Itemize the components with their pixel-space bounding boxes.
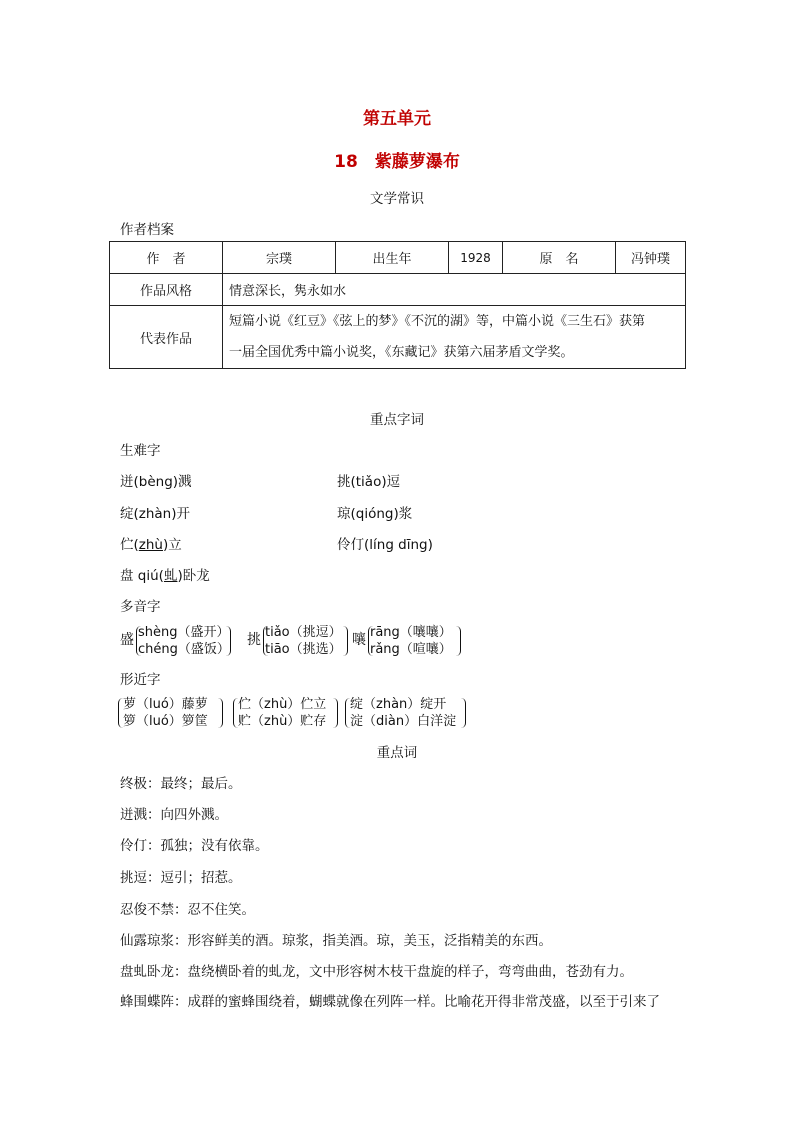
author-label-cell: 作 者 — [110, 242, 223, 274]
table-row — [110, 274, 686, 306]
similar-line: 绽（zhàn）绽开 — [350, 697, 447, 712]
text-part: )立 — [162, 537, 182, 553]
table-row — [110, 306, 686, 369]
brace-right — [226, 626, 231, 656]
reading-line: rǎng（喧嚷） — [370, 642, 452, 657]
definition-item: 忍俊不禁：忍不住笑。 — [120, 902, 255, 918]
definition-item: 盘虬卧龙：盘绕横卧着的虬龙，文中形容树木枝干盘旋的样子，弯弯曲曲，苍劲有力。 — [120, 964, 633, 980]
similar-label: 形近字 — [120, 672, 161, 688]
head-char: 挑 — [247, 632, 261, 648]
underlined-char: 虬 — [163, 568, 178, 584]
brace-right — [461, 698, 466, 728]
underlined-pinyin: zhù — [138, 537, 163, 553]
lesson-title: 18 紫藤萝瀑布 — [334, 152, 460, 172]
text-part: 盘 qiú( — [120, 568, 164, 584]
reading-line: rāng（嚷嚷） — [370, 625, 452, 640]
definition-item: 仙露琼浆：形容鲜美的酒。琼浆，指美酒。琼，美玉，泛指精美的东西。 — [120, 933, 552, 949]
hard-char-item — [120, 564, 210, 584]
hard-char-item: 绽(zhàn)开 — [120, 506, 191, 522]
section-heading-key-words: 重点字词 — [370, 412, 424, 428]
key-words-heading: 重点词 — [376, 745, 418, 761]
brace-right — [218, 698, 223, 728]
head-char: 盛 — [120, 632, 134, 648]
hard-char-item: 迸(bèng)溅 — [120, 474, 192, 490]
hard-chars-label: 生难字 — [120, 443, 161, 459]
reading-line: shèng（盛开） — [138, 625, 230, 640]
brace-right — [456, 626, 461, 656]
text-part: )卧龙 — [177, 568, 210, 584]
similar-line: 伫（zhù）伫立 — [238, 697, 327, 712]
similar-line: 贮（zhù）贮存 — [238, 714, 327, 729]
head-char: 嚷 — [352, 632, 366, 648]
birth-year-cell: 1928 — [449, 242, 503, 274]
definition-item: 终极：最终；最后。 — [120, 776, 242, 792]
orig-name-cell: 冯钟璞 — [616, 242, 686, 274]
works-line: 一届全国优秀中篇小说奖，《东藏记》获第六届茅盾文学奖。 — [229, 345, 574, 360]
definition-item: 迸溅：向四外溅。 — [120, 807, 228, 823]
brace-right — [343, 626, 348, 656]
table-row — [110, 242, 686, 274]
hard-char-item: 琼(qióng)浆 — [337, 506, 413, 522]
birth-label-cell: 出生年 — [336, 242, 449, 274]
similar-line: 箩（luó）箩筐 — [123, 714, 208, 729]
definition-item: 挑逗：逗引；招惹。 — [120, 870, 242, 886]
works-value-cell — [223, 306, 686, 369]
author-profile-table — [109, 241, 686, 369]
author-profile-label: 作者档案 — [120, 222, 174, 238]
reading-line: tiāo（挑选） — [265, 642, 342, 657]
text-part: 伫( — [120, 537, 139, 553]
unit-title: 第五单元 — [363, 109, 431, 129]
similar-line: 萝（luó）藤萝 — [123, 697, 208, 712]
style-value-cell: 情意深长，隽永如水 — [223, 274, 686, 306]
hard-char-item: 伶仃(líng dīng) — [337, 537, 433, 553]
orig-name-label-cell: 原 名 — [503, 242, 616, 274]
definition-item: 蜂围蝶阵：成群的蜜蜂围绕着，蝴蝶就像在列阵一样。比喻花开得非常茂盛，以至于引来了 — [120, 994, 660, 1010]
hard-char-item: 挑(tiǎo)逗 — [337, 474, 401, 490]
definition-item: 伶仃：孤独；没有依靠。 — [120, 838, 269, 854]
section-heading-literature: 文学常识 — [370, 191, 424, 207]
similar-line: 淀（diàn）白洋淀 — [350, 714, 457, 729]
hard-char-item — [120, 533, 182, 553]
reading-line: tiǎo（挑逗） — [265, 625, 342, 640]
works-line: 短篇小说《红豆》《弦上的梦》《不沉的湖》等，中篇小说《三生石》获第 — [229, 314, 646, 329]
polyphonic-label: 多音字 — [120, 599, 161, 615]
style-label-cell: 作品风格 — [110, 274, 223, 306]
works-label-cell: 代表作品 — [110, 306, 223, 369]
brace-right — [333, 698, 338, 728]
author-name-cell: 宗璞 — [223, 242, 336, 274]
reading-line: chéng（盛饭） — [138, 642, 230, 657]
